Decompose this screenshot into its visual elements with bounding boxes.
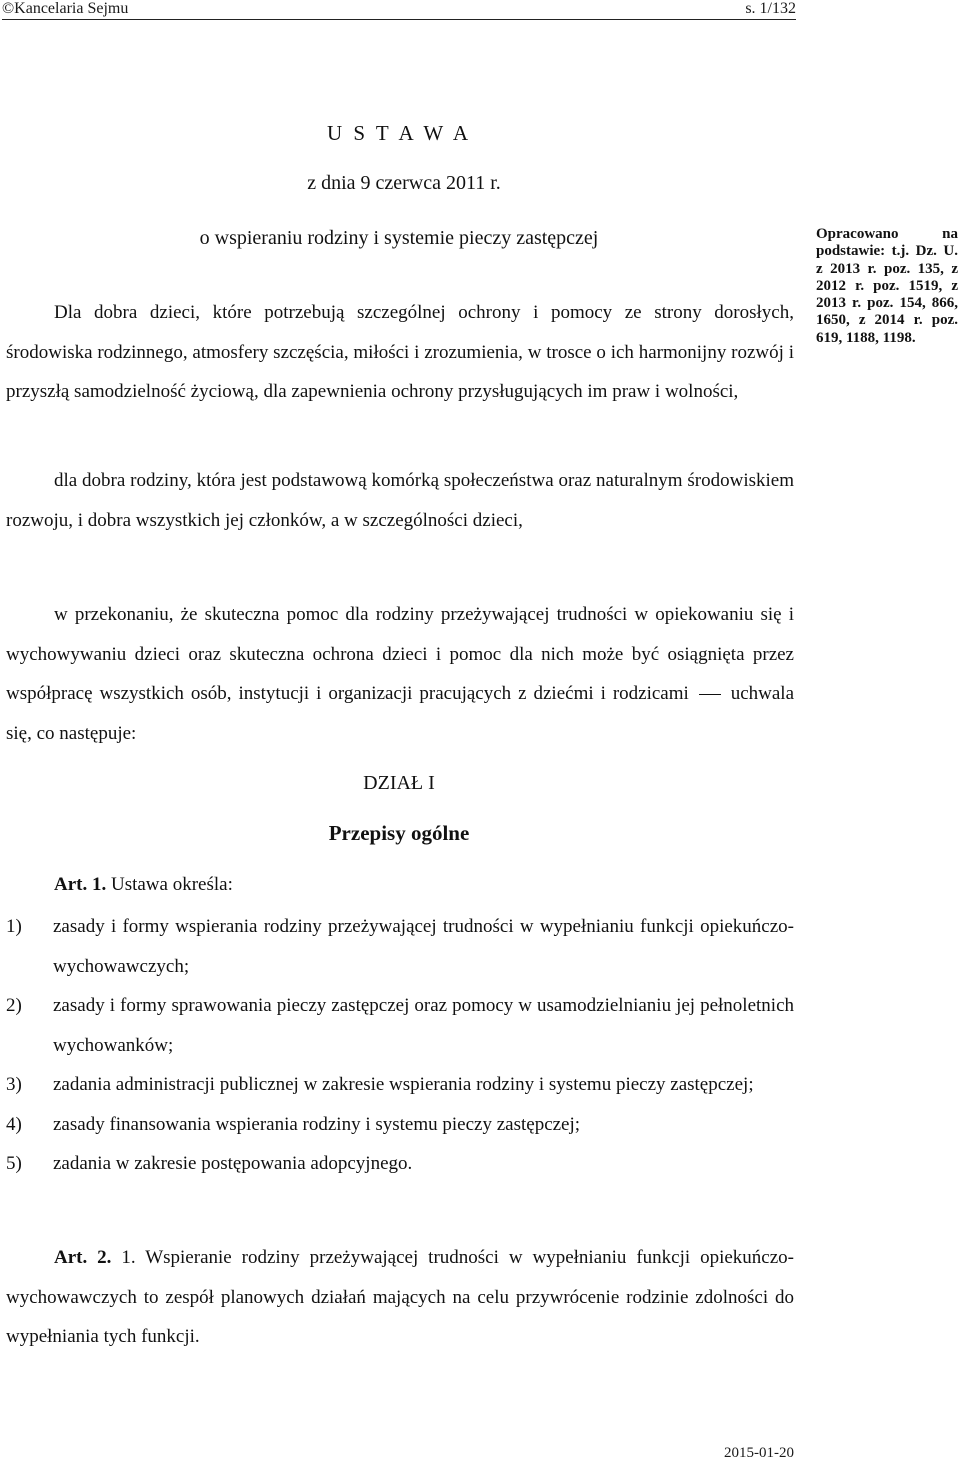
article-2-label: Art. 2.: [54, 1247, 112, 1268]
page-header: [2, 0, 796, 21]
list-item-number: 3): [6, 1074, 22, 1095]
article-1-list: [6, 907, 794, 1184]
side-note: Opracowano na podstawie: t.j. Dz. U. z 2013 r. poz. 135, z 2012 r. poz. 1519, z 2013 r. poz. 154, 866, 1650, z 2014 r. poz. 619, 1188, 1198.: [816, 226, 958, 346]
document-title: U S T A W A: [326, 121, 472, 145]
article-1-intro: Ustawa określa:: [110, 874, 233, 895]
division-label: DZIAŁ I: [363, 772, 435, 794]
preamble-paragraph-3-text: w przekonaniu, że skuteczna pomoc dla rodziny przeżywającej trudności w opiekowaniu się i wychowywaniu dzieci oraz skuteczna ochrona dzieci i pomoc dla nich może być osiągnięta przez współpracę wszystkich osób, instytucji i organizacji pracujących z dziećmi i rodzicami: [6, 604, 794, 704]
article-1-heading: [54, 870, 233, 900]
list-item-text: zadania administracji publicznej w zakresie wspierania rodziny i systemu pieczy zastępczej;: [53, 1074, 754, 1095]
list-item-number: 2): [6, 995, 22, 1016]
preamble-paragraph-3: [6, 595, 794, 753]
list-item-number: 4): [6, 1113, 22, 1135]
list-item: [6, 1144, 794, 1184]
document-date: z dnia 9 czerwca 2011 r.: [307, 172, 501, 194]
list-item: [6, 986, 794, 1065]
page-number: s. 1/132: [745, 0, 796, 17]
header-rule: [2, 19, 796, 20]
list-item-number: 5): [6, 1153, 22, 1174]
article-2-paragraph-number: 1.: [121, 1247, 136, 1268]
enactment-formula: uchwala się, co następuje:: [6, 683, 795, 744]
division-title: Przepisy ogólne: [328, 821, 470, 845]
list-item-text: zadania w zakresie postępowania adopcyjnego.: [53, 1153, 413, 1174]
list-item-number: 1): [6, 916, 22, 937]
document-subject: o wspieraniu rodziny i systemie pieczy zastępczej: [199, 227, 599, 249]
list-item: [6, 1065, 794, 1105]
article-1-label: Art. 1.: [54, 874, 107, 895]
list-item: [6, 907, 794, 986]
preamble-paragraph-2: dla dobra rodziny, która jest podstawową komórką społeczeństwa oraz naturalnym środowiskiem rozwoju, i dobra wszystkich jej członków, a w szczególności dzieci,: [6, 470, 794, 531]
preamble-paragraph-1: Dla dobra dzieci, które potrzebują szczególnej ochrony i pomocy ze strony dorosłych, środowiska rodzinnego, atmosfery szczęścia, miłości i zrozumienia, w trosce o ich harmonijny rozwój i przyszłą samodzielność życiową, dla zapewnienia ochrony przysługujących im praw i wolności,: [6, 302, 794, 402]
list-item: [6, 1105, 794, 1145]
copyright-label: ©Kancelaria Sejmu: [2, 0, 129, 17]
list-item-text: zasady i formy sprawowania pieczy zastępczej oraz pomocy w usamodzielnianiu jej pełnoletnich wychowanków;: [53, 995, 794, 1056]
article-2-text: Wspieranie rodziny przeżywającej trudności w wypełnianiu funkcji opiekuńczo-wychowawczych to zespół planowych działań mających na celu przywrócenie rodzinie zdolności do wypełniania tych funkcji.: [6, 1247, 794, 1347]
em-dash: [699, 694, 721, 695]
list-item-text: zasady i formy wspierania rodziny przeżywającej trudności w wypełnianiu funkcji opiekuńczo-wychowawczych;: [53, 916, 794, 977]
footer-date: 2015-01-20: [724, 1445, 794, 1461]
list-item-text: zasady finansowania wspierania rodziny i systemu pieczy zastępczej;: [53, 1113, 581, 1135]
article-2-paragraph: [6, 1238, 794, 1357]
